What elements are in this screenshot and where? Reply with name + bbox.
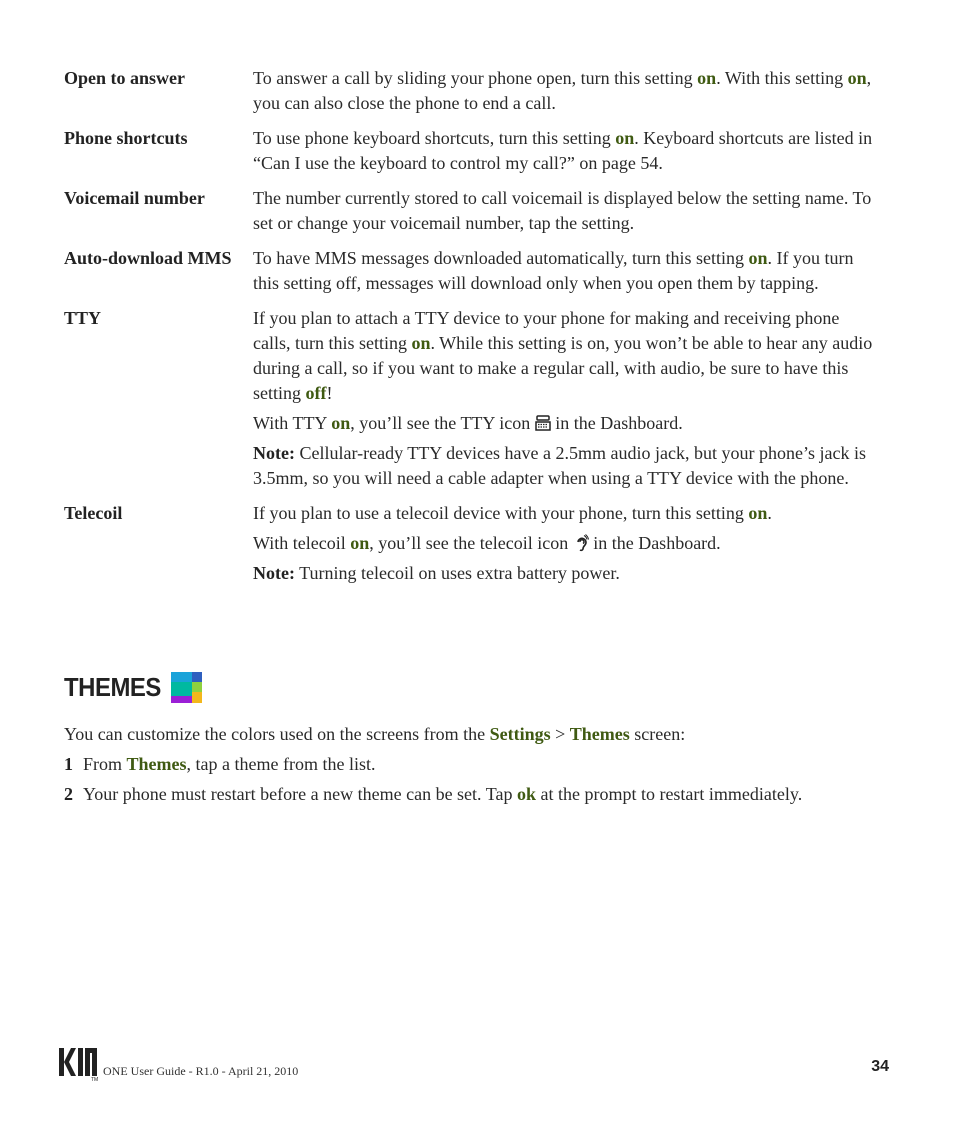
text-run: . Keyboard shortcuts are listed in “Can I use the keyboard to control my call?” on page 54. xyxy=(253,128,873,173)
step-number: 1 xyxy=(64,754,73,774)
step-text xyxy=(83,782,802,807)
description-paragraph xyxy=(253,246,878,296)
themes-steps xyxy=(64,752,884,812)
setting-row xyxy=(64,186,884,236)
footer-guide-text: ONE User Guide - R1.0 - April 21, 2010 xyxy=(103,1064,299,1078)
description-paragraph xyxy=(253,411,878,436)
emphasis-term: on xyxy=(411,333,431,353)
text-run: ! xyxy=(326,383,333,403)
text-run: . With this setting xyxy=(716,68,848,88)
logo-trademark: TM xyxy=(91,1077,99,1082)
emphasis-term: on xyxy=(847,68,867,88)
emphasis-term: on xyxy=(748,248,768,268)
description-paragraph xyxy=(253,531,878,556)
telecoil-icon xyxy=(573,534,589,552)
setting-row xyxy=(64,66,884,116)
step-text xyxy=(83,752,375,777)
setting-description xyxy=(253,186,878,236)
emphasis-term: on xyxy=(697,68,717,88)
text-run: . If you turn this setting off, messages will download only when you open them by tapping. xyxy=(253,248,854,293)
setting-name: Voicemail number xyxy=(64,188,205,208)
text-run: To answer a call by sliding your phone open, turn this setting xyxy=(253,68,698,88)
text-run: in the Dashboard. xyxy=(588,533,721,553)
text-run: The number currently stored to call voicemail is displayed below the setting name. To set or change your voicemail number, tap the setting. xyxy=(253,188,872,233)
kin-logo xyxy=(57,1046,101,1082)
setting-name: Auto-download MMS xyxy=(64,248,232,268)
description-paragraph xyxy=(253,186,878,236)
step-number: 2 xyxy=(64,784,73,804)
page-footer xyxy=(57,1046,889,1082)
text-run: If you plan to attach a TTY device to your phone for making and receiving phone calls, turn this setting xyxy=(253,308,840,353)
note-label: Note: xyxy=(253,563,295,583)
text-run: > xyxy=(550,724,570,744)
text-run: at the prompt to restart immediately. xyxy=(535,784,803,804)
text-run: Turning telecoil on uses extra battery power. xyxy=(294,563,620,583)
description-paragraph xyxy=(253,501,878,526)
setting-row xyxy=(64,306,884,491)
emphasis-term: Themes xyxy=(569,724,630,744)
text-run: With TTY xyxy=(253,413,332,433)
text-run: in the Dashboard. xyxy=(550,413,683,433)
step-item xyxy=(64,752,884,777)
description-paragraph xyxy=(253,561,878,586)
setting-name: Open to answer xyxy=(64,68,185,88)
text-run: . xyxy=(767,503,772,523)
text-run: You can customize the colors used on the screens from the xyxy=(64,724,490,744)
setting-name: Telecoil xyxy=(64,503,123,523)
settings-table xyxy=(64,66,884,596)
text-run: To use phone keyboard shortcuts, turn this setting xyxy=(253,128,616,148)
themes-title: THEMES xyxy=(64,672,161,702)
text-run: screen: xyxy=(629,724,686,744)
text-run: Cellular-ready TTY devices have a 2.5mm audio jack, but your phone’s jack is 3.5mm, so you will need a cable adapter when using a TTY device with the phone. xyxy=(253,443,866,488)
setting-description xyxy=(253,66,878,116)
emphasis-term: ok xyxy=(516,784,536,804)
description-paragraph xyxy=(253,441,878,491)
emphasis-term: off xyxy=(305,383,327,403)
themes-heading xyxy=(64,672,202,703)
description-paragraph xyxy=(253,306,878,406)
setting-row xyxy=(64,126,884,176)
setting-row xyxy=(64,246,884,296)
text-run: , you’ll see the telecoil icon xyxy=(369,533,573,553)
setting-description xyxy=(253,126,878,176)
text-run: To have MMS messages downloaded automatically, turn this setting xyxy=(253,248,749,268)
text-run: With telecoil xyxy=(253,533,351,553)
page-number: 34 xyxy=(871,1058,889,1075)
themes-intro xyxy=(64,722,884,747)
emphasis-term: Themes xyxy=(126,754,187,774)
tty-icon xyxy=(535,414,551,432)
emphasis-term: on xyxy=(331,413,351,433)
emphasis-term: on xyxy=(615,128,635,148)
description-paragraph xyxy=(253,66,878,116)
setting-description xyxy=(253,246,878,296)
text-run: , tap a theme from the list. xyxy=(186,754,376,774)
note-label: Note: xyxy=(253,443,295,463)
themes-swatch-icon xyxy=(171,672,202,703)
setting-name: Phone shortcuts xyxy=(64,128,188,148)
text-run: If you plan to use a telecoil device with your phone, turn this setting xyxy=(253,503,749,523)
emphasis-term: on xyxy=(350,533,370,553)
text-run: , you can also close the phone to end a call. xyxy=(253,68,872,113)
emphasis-term: Settings xyxy=(489,724,551,744)
text-run: , you’ll see the TTY icon xyxy=(350,413,535,433)
setting-row xyxy=(64,501,884,586)
step-item xyxy=(64,782,884,807)
text-run: Your phone must restart before a new theme can be set. Tap xyxy=(83,784,517,804)
text-run: . While this setting is on, you won’t be able to hear any audio during a call, so if you want to make a regular call, with audio, be sure to have this setting xyxy=(253,333,873,403)
setting-name: TTY xyxy=(64,308,102,328)
setting-description xyxy=(253,306,878,491)
description-paragraph xyxy=(253,126,878,176)
text-run: From xyxy=(83,754,127,774)
emphasis-term: on xyxy=(748,503,768,523)
setting-description xyxy=(253,501,878,586)
